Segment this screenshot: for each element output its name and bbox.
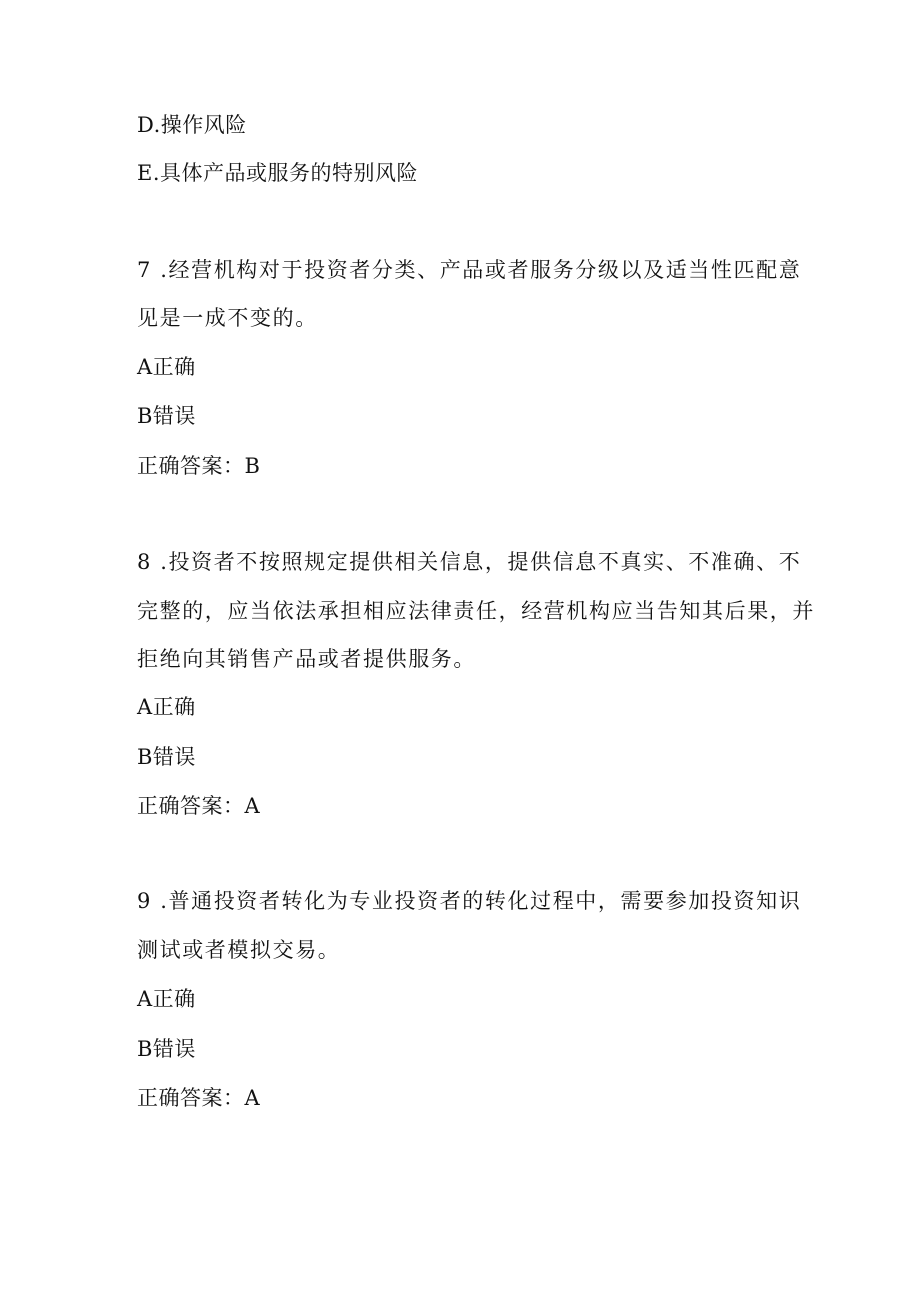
question-9-stem-line-2: 测试或者模拟交易。 bbox=[137, 938, 341, 962]
question-7-option-b: B错误 bbox=[137, 404, 196, 428]
question-8-stem-line-1: 8 .投资者不按照规定提供相关信息，提供信息不真实、不准确、不 bbox=[137, 550, 802, 574]
question-7-answer: 正确答案：B bbox=[137, 454, 261, 478]
option-e: E.具体产品或服务的特别风险 bbox=[137, 161, 419, 185]
question-9-option-b: B错误 bbox=[137, 1037, 196, 1061]
question-9-option-a: A正确 bbox=[137, 987, 196, 1011]
option-d: D.操作风险 bbox=[137, 113, 247, 137]
question-9-stem-line-1: 9 .普通投资者转化为专业投资者的转化过程中，需要参加投资知识 bbox=[137, 889, 802, 913]
question-7-stem-line-1: 7 .经营机构对于投资者分类、产品或者服务分级以及适当性匹配意 bbox=[137, 258, 802, 282]
question-7-stem-line-2: 见是一成不变的。 bbox=[137, 306, 318, 330]
question-8-stem-line-2: 完整的，应当依法承担相应法律责任，经营机构应当告知其后果，并 bbox=[137, 599, 815, 623]
question-8-option-b: B错误 bbox=[137, 745, 196, 769]
question-8-option-a: A正确 bbox=[137, 695, 196, 719]
question-8-stem-line-3: 拒绝向其销售产品或者提供服务。 bbox=[137, 647, 476, 671]
question-9-answer: 正确答案：A bbox=[137, 1086, 261, 1110]
question-8-answer: 正确答案：A bbox=[137, 794, 261, 818]
question-7-option-a: A正确 bbox=[137, 355, 196, 379]
